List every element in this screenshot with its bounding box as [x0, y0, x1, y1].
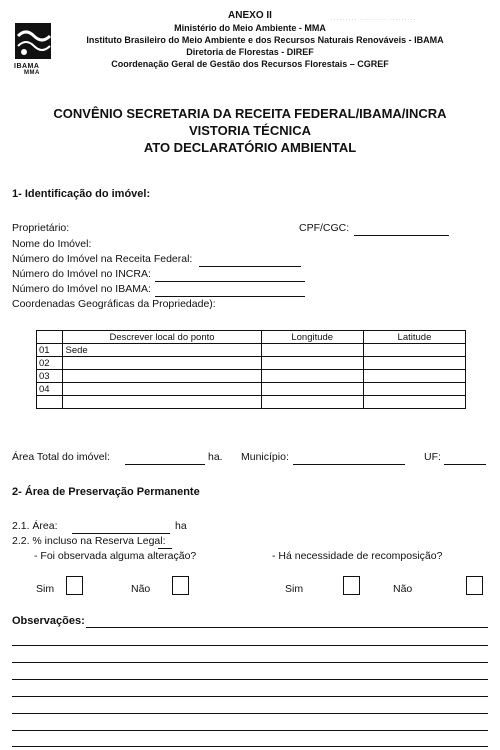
logo-subtext: MMA [24, 70, 40, 76]
row-local[interactable] [63, 370, 261, 383]
property-name-label: Nome do Imóvel: [12, 238, 92, 250]
question-recomposition: - Há necessidade de recomposição? [272, 550, 443, 562]
alteration-no-label: Não [131, 583, 151, 595]
row-local[interactable] [63, 357, 261, 370]
area-total-field[interactable] [125, 454, 205, 465]
recomposition-no-label: Não [393, 583, 413, 595]
section1-heading: 1- Identificação do imóvel: [12, 188, 151, 200]
header-cell-local: Descrever local do ponto [63, 331, 261, 344]
coords-label: Coordenadas Geográficas da Propriedade): [12, 298, 216, 310]
row-longitude[interactable] [261, 357, 363, 370]
header-institute: Instituto Brasileiro do Meio Ambiente e dos Recursos Naturais Renováveis - IBAMA [86, 35, 444, 45]
points-table-header [37, 331, 466, 344]
row-latitude[interactable] [363, 357, 465, 370]
table-row [37, 396, 466, 409]
observations-line-6[interactable] [12, 730, 488, 731]
row-latitude[interactable] [363, 383, 465, 396]
row-number [37, 396, 63, 409]
row-number: 03 [37, 370, 63, 383]
row-longitude[interactable] [261, 383, 363, 396]
points-table [36, 330, 466, 409]
item21-unit: ha [175, 520, 187, 532]
alteration-yes-checkbox[interactable] [66, 576, 83, 595]
owner-label: Proprietário: [12, 222, 70, 234]
table-row [37, 370, 466, 383]
header-directorate: Diretoria de Florestas - DIREF [186, 47, 314, 57]
row-number: 04 [37, 383, 63, 396]
incra-number-label: Número do Imóvel no INCRA: [12, 268, 151, 280]
ibama-number-field[interactable] [155, 286, 305, 297]
table-row [37, 344, 466, 357]
observations-line-5[interactable] [12, 713, 488, 714]
ibama-number-label: Número do Imóvel no IBAMA: [12, 283, 151, 295]
alteration-yes-label: Sim [36, 583, 55, 595]
municipio-label: Município: [241, 451, 289, 463]
recomposition-yes-label: Sim [285, 583, 304, 595]
area-total-label: Área Total do imóvel: [12, 451, 110, 463]
rf-number-field[interactable] [199, 256, 301, 267]
row-longitude[interactable] [261, 370, 363, 383]
row-latitude[interactable] [363, 344, 465, 357]
row-local[interactable] [63, 396, 261, 409]
cpf-label: CPF/CGC: [299, 222, 350, 234]
row-longitude[interactable] [261, 344, 363, 357]
area-total-unit: ha. [208, 451, 223, 463]
bleed-through: ········· ········· ········· [330, 14, 416, 24]
municipio-field[interactable] [293, 454, 405, 465]
uf-field[interactable] [444, 454, 486, 465]
annex-label: ANEXO II [228, 10, 272, 21]
rf-number-label: Número do Imóvel na Receita Federal: [12, 253, 193, 265]
item21-label: 2.1. Área: [12, 520, 58, 532]
row-local[interactable] [63, 383, 261, 396]
observations-line-2[interactable] [12, 662, 488, 663]
header-cell-num [37, 331, 63, 344]
item22-label: 2.2. % incluso na Reserva Legal: [12, 535, 166, 547]
observations-line-0[interactable] [86, 617, 488, 628]
observations-heading: Observações: [12, 615, 85, 627]
observations-line-3[interactable] [12, 679, 488, 680]
observations-line-1[interactable] [12, 645, 488, 646]
recomposition-yes-checkbox[interactable] [343, 576, 360, 595]
title-vistoria: VISTORIA TÉCNICA [188, 123, 312, 138]
title-convenio: CONVÊNIO SECRETARIA DA RECEITA FEDERAL/IBAMA/INCRA [53, 106, 447, 121]
row-latitude[interactable] [363, 370, 465, 383]
incra-number-field[interactable] [155, 271, 305, 282]
uf-label: UF: [424, 451, 441, 463]
table-row [37, 383, 466, 396]
row-number: 02 [37, 357, 63, 370]
cpf-field[interactable] [354, 225, 449, 236]
row-number: 01 [37, 344, 63, 357]
row-latitude[interactable] [363, 396, 465, 409]
item21-field[interactable] [72, 523, 170, 534]
alteration-no-checkbox[interactable] [172, 576, 189, 595]
section2-heading: 2- Área de Preservação Permanente [12, 486, 200, 498]
row-local[interactable]: Sede [63, 344, 261, 357]
question-alteration: - Foi observada alguma alteração? [34, 550, 197, 562]
item22-field[interactable] [158, 538, 172, 549]
header-cell-latitude: Latitude [363, 331, 465, 344]
observations-line-7[interactable] [12, 746, 488, 747]
header-coordination: Coordenação Geral de Gestão dos Recursos Florestais – CGREF [111, 59, 389, 69]
header-ministry: Ministério do Meio Ambiente - MMA [174, 23, 326, 33]
logo-text: IBAMA [14, 63, 40, 70]
table-row [37, 357, 466, 370]
title-ato: ATO DECLARATÓRIO AMBIENTAL [143, 140, 357, 155]
header-cell-longitude: Longitude [261, 331, 363, 344]
row-longitude[interactable] [261, 396, 363, 409]
observations-line-4[interactable] [12, 696, 488, 697]
recomposition-no-checkbox[interactable] [466, 576, 483, 595]
